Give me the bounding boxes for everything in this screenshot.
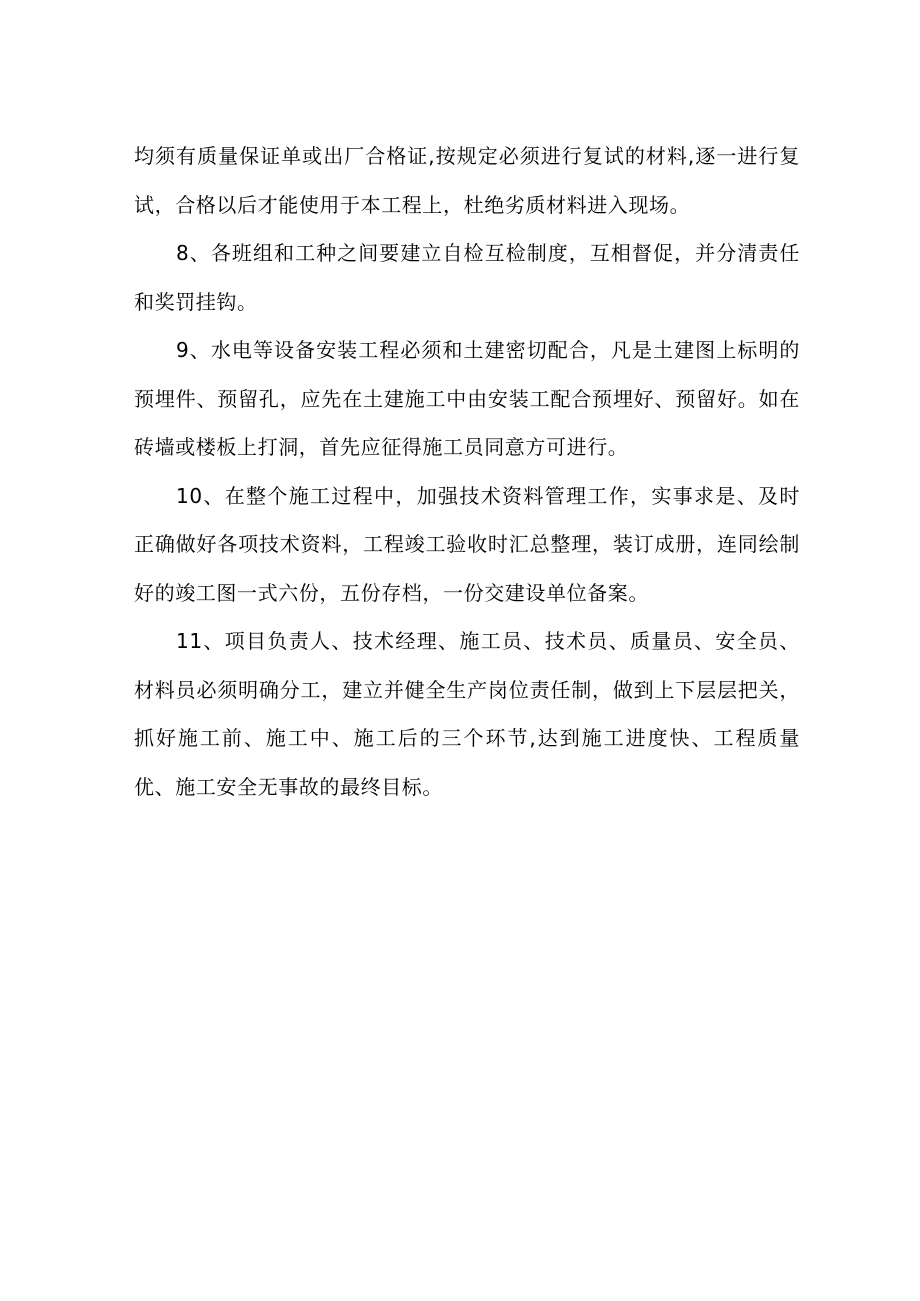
paragraph-item-10: 10、在整个施工过程中，加强技术资料管理工作，实事求是、及时正确做好各项技术资料，工程竣工验收时汇总整理，装订成册，连同绘制好的竣工图一式六份，五份存档，一份交建设单位备案。 xyxy=(134,483,800,605)
paragraph-item-9: 9、水电等设备安装工程必须和土建密切配合，凡是土建图上标明的预埋件、预留孔，应先在土建施工中由安装工配合预埋好、预留好。如在砖墙或楼板上打洞，首先应征得施工员同意方可进行。 xyxy=(134,338,800,459)
paragraph-item-11: 11、项目负责人、技术经理、施工员、技术员、质量员、安全员、材料员必须明确分工，建立并健全生产岗位责任制，做到上下层层把关，抓好施工前、施工中、施工后的三个环节,达到施工进度快、工程质量优、施工安全无事故的最终目标。 xyxy=(134,629,800,799)
document-body xyxy=(134,132,800,811)
paragraph-item-8: 8、各班组和工种之间要建立自检互检制度，互相督促，并分清责任和奖罚挂钩。 xyxy=(134,241,800,314)
paragraph-continuation: 均须有质量保证单或出厂合格证,按规定必须进行复试的材料,逐一进行复试，合格以后才能使用于本工程上，杜绝劣质材料进入现场。 xyxy=(134,144,800,217)
